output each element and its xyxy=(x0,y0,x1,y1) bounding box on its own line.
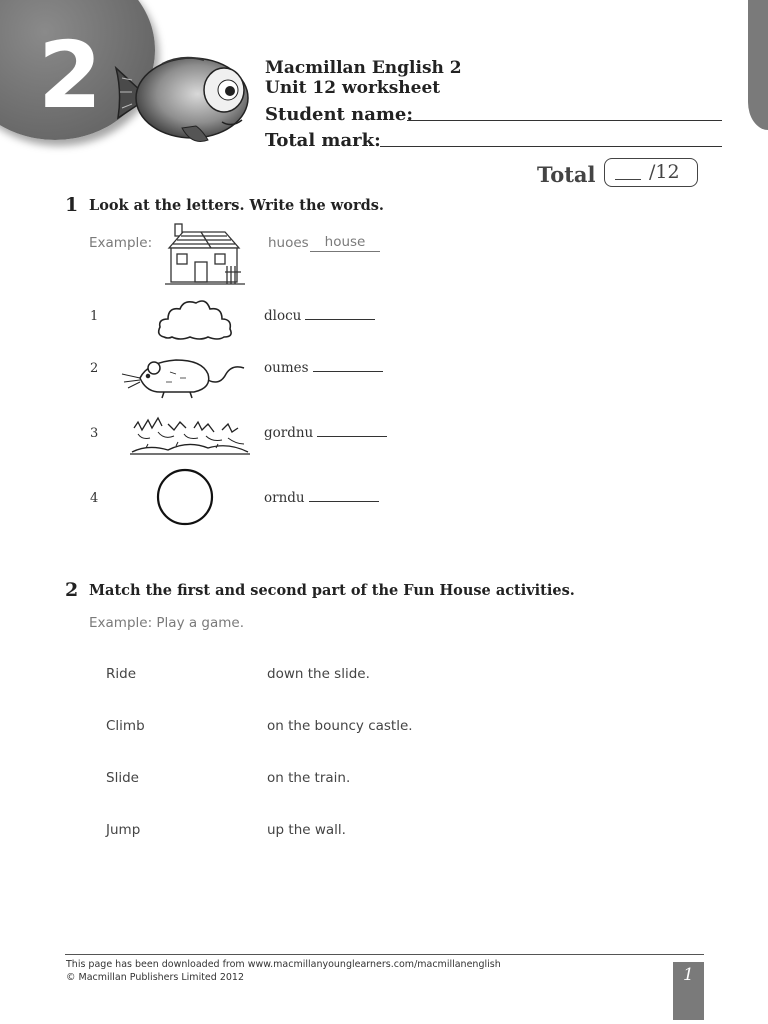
question-2-example: Example: Play a game. xyxy=(89,615,245,631)
match-right-3[interactable]: on the train. xyxy=(267,770,351,786)
footer-download-note: This page has been downloaded from www.macmillanyounglearners.com/macmillanenglish xyxy=(66,959,501,970)
item-3-row xyxy=(264,425,387,441)
match-left-1[interactable]: Ride xyxy=(106,666,137,682)
total-label: Total xyxy=(537,162,596,187)
question-1-instruction: Look at the letters. Write the words. xyxy=(89,197,384,214)
item-2-row xyxy=(264,360,383,376)
footer-divider xyxy=(65,954,704,955)
item-4-number: 4 xyxy=(90,491,99,506)
total-score-blank[interactable] xyxy=(615,179,641,180)
circle-icon xyxy=(154,466,216,528)
item-4-answer-blank[interactable] xyxy=(309,501,379,502)
student-name-label: Student name: xyxy=(265,104,413,125)
question-1-number: 1 xyxy=(65,194,79,216)
item-1-answer-blank[interactable] xyxy=(305,319,375,320)
item-1-scrambled-word: dlocu xyxy=(264,308,302,324)
example-answer: house xyxy=(310,234,380,252)
page-number: 1 xyxy=(683,965,694,985)
question-2-instruction: Match the first and second part of the Fun House activities. xyxy=(89,582,575,599)
total-score-box xyxy=(604,158,698,187)
match-right-4[interactable]: up the wall. xyxy=(267,822,346,838)
item-1-number: 1 xyxy=(90,309,99,324)
item-1-row xyxy=(264,308,375,324)
cloud-icon xyxy=(156,297,236,343)
match-left-3[interactable]: Slide xyxy=(106,770,139,786)
item-3-scrambled-word: gordnu xyxy=(264,425,314,441)
item-2-number: 2 xyxy=(90,361,99,376)
example-label: Example: xyxy=(89,235,153,251)
ground-icon xyxy=(128,414,252,458)
house-icon xyxy=(165,222,245,286)
match-right-2[interactable]: on the bouncy castle. xyxy=(267,718,413,734)
total-score-max: /12 xyxy=(649,161,680,183)
item-4-scrambled-word: orndu xyxy=(264,490,305,506)
item-4-row xyxy=(264,490,379,506)
worksheet-title: Macmillan English 2 xyxy=(265,58,462,78)
item-3-number: 3 xyxy=(90,426,99,441)
total-mark-label: Total mark: xyxy=(265,130,381,151)
question-2-number: 2 xyxy=(65,579,79,601)
side-tab xyxy=(748,0,768,130)
worksheet-subtitle: Unit 12 worksheet xyxy=(265,78,441,98)
example-scrambled-word: huoes xyxy=(268,235,309,251)
level-number: 2 xyxy=(38,22,101,129)
fish-icon xyxy=(112,50,254,150)
item-3-answer-blank[interactable] xyxy=(317,436,387,437)
item-2-answer-blank[interactable] xyxy=(313,371,383,372)
item-2-scrambled-word: oumes xyxy=(264,360,309,376)
match-right-1[interactable]: down the slide. xyxy=(267,666,370,682)
student-name-field[interactable] xyxy=(407,120,722,121)
total-mark-field[interactable] xyxy=(380,146,722,147)
match-left-4[interactable]: Jump xyxy=(106,822,141,838)
mouse-icon xyxy=(120,352,246,400)
match-left-2[interactable]: Climb xyxy=(106,718,145,734)
footer-copyright: © Macmillan Publishers Limited 2012 xyxy=(66,972,244,983)
